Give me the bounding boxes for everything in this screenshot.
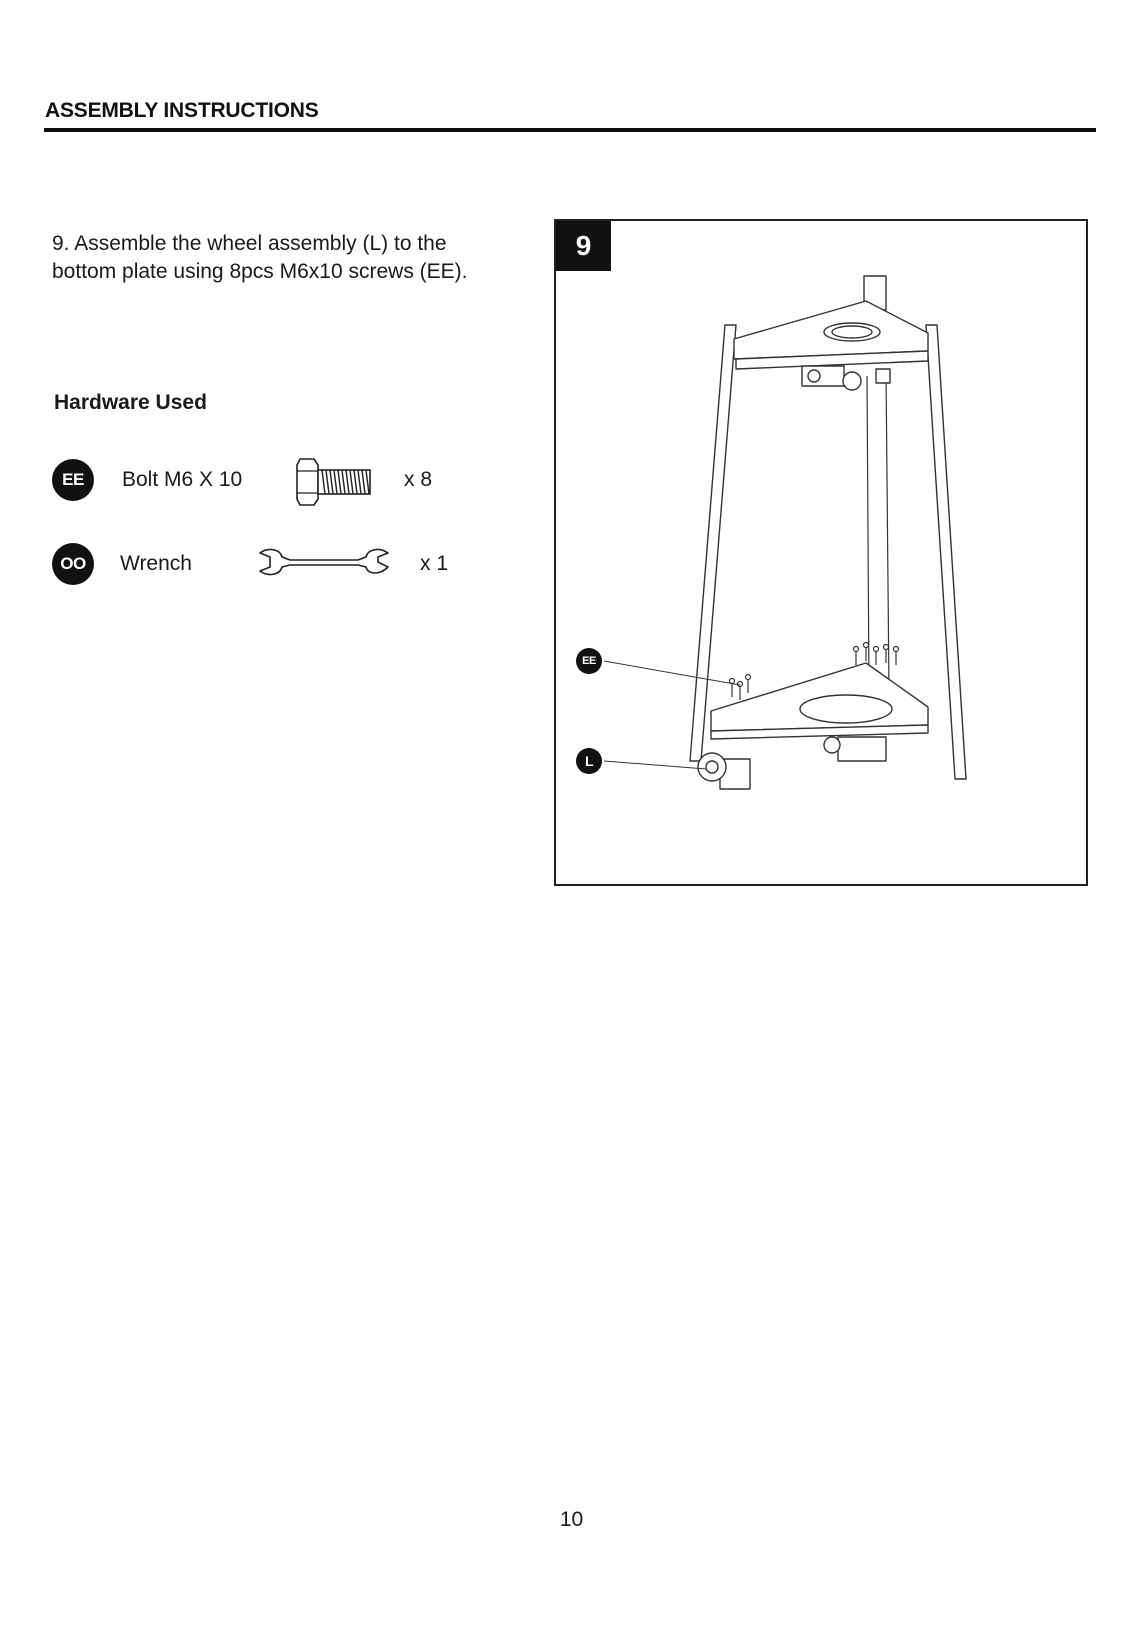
assembly-illustration <box>556 221 1086 884</box>
callout-l: L <box>576 748 602 774</box>
frame-leg <box>926 325 966 779</box>
frame-leg <box>690 325 736 761</box>
page-title: ASSEMBLY INSTRUCTIONS <box>45 99 319 122</box>
bolt-icon <box>296 455 374 509</box>
step-number-badge: 9 <box>556 221 611 271</box>
instruction-line-1: 9. Assemble the wheel assembly (L) to the <box>52 232 447 255</box>
page-number: 10 <box>559 1508 584 1531</box>
hardware-item-name: Wrench <box>120 552 192 575</box>
step-instruction <box>52 230 532 286</box>
part-badge-oo: OO <box>52 543 94 585</box>
hardware-used-heading: Hardware Used <box>54 391 207 414</box>
part-badge-ee: EE <box>52 459 94 501</box>
hardware-item-bolt <box>0 459 520 503</box>
instruction-line-2: bottom plate using 8pcs M6x10 screws (EE). <box>52 260 468 283</box>
step-figure <box>554 219 1088 886</box>
hardware-item-name: Bolt M6 X 10 <box>122 468 243 491</box>
hardware-item-qty: x 1 <box>420 552 449 575</box>
header-divider <box>44 128 1096 132</box>
callout-ee: EE <box>576 648 602 674</box>
hardware-item-wrench <box>0 543 520 587</box>
hardware-item-qty: x 8 <box>404 468 433 491</box>
wrench-icon <box>254 545 394 585</box>
